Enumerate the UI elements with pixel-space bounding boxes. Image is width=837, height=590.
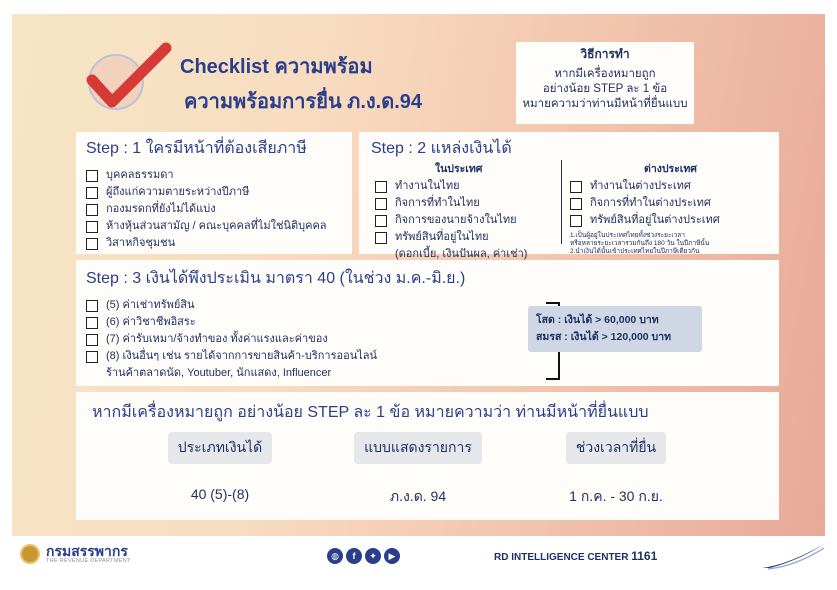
foreign-item — [570, 195, 771, 212]
center-name: RD INTELLIGENCE CENTER — [494, 552, 629, 563]
threshold-married: สมรส : เงินได้ > 120,000 บาท — [536, 331, 672, 343]
checkbox[interactable] — [86, 317, 98, 329]
step3-extra-label: ร้านค้าตลาดนัด, Youtuber, นักแสดง, Influencer — [106, 367, 332, 379]
checkbox[interactable] — [570, 181, 582, 193]
step1-item — [86, 218, 342, 235]
howto-line: อย่างน้อย STEP ละ 1 ข้อ — [542, 83, 668, 95]
checkbox[interactable] — [86, 204, 98, 216]
checkbox[interactable] — [375, 181, 387, 193]
summary-column — [140, 432, 300, 502]
step3-item-label: (8) เงินอื่นๆ เช่น รายได้จากการขายสินค้า-บริการออนไลน์ — [106, 350, 378, 362]
step1-heading: Step : 1 ใครมีหน้าที่ต้องเสียภาษี — [86, 140, 307, 157]
domestic-item — [375, 195, 535, 212]
checkbox[interactable] — [86, 187, 98, 199]
footer — [0, 536, 837, 590]
checkbox[interactable] — [86, 300, 98, 312]
howto-heading: วิธีการทำ — [580, 47, 630, 61]
summary-column — [338, 432, 498, 508]
summary-heading: หากมีเครื่องหมายถูก อย่างน้อย STEP ละ 1 ข้อ หมายความว่า ท่านมีหน้าที่ยื่นแบบ — [92, 404, 649, 421]
step3-heading: Step : 3 เงินได้พึงประเมิน มาตรา 40 (ในช่วง ม.ค.-มิ.ย.) — [86, 270, 466, 287]
summary-label: ช่วงเวลาที่ยื่น — [566, 432, 666, 464]
step1-item — [86, 201, 342, 218]
foreign-title: ต่างประเทศ — [644, 163, 697, 175]
domestic-item-label: กิจการของนายจ้างในไทย — [395, 214, 517, 226]
checkbox[interactable] — [375, 215, 387, 227]
step1-item-label: วิสาหกิจชุมชน — [106, 237, 176, 249]
foreign-item-label: ทรัพย์สินที่อยู่ในต่างประเทศ — [590, 214, 720, 226]
step1-item-label: บุคคลธรรมดา — [106, 169, 174, 181]
domestic-item — [375, 229, 535, 246]
domestic-title: ในประเทศ — [435, 163, 483, 175]
step1-item-label: ห้างหุ้นส่วนสามัญ / คณะบุคคลที่ไม่ใช่นิติบุคคล — [106, 220, 327, 232]
foreign-item-label: กิจการที่ทำในต่างประเทศ — [590, 197, 711, 209]
foreign-item-label: ทำงานในต่างประเทศ — [590, 180, 691, 192]
facebook-icon[interactable]: f — [346, 548, 362, 564]
dept-name: กรมสรรพากร — [46, 543, 128, 559]
step1-panel — [76, 132, 352, 254]
step1-item — [86, 167, 342, 184]
revenue-department-logo — [20, 544, 131, 564]
foreign-note — [570, 232, 771, 256]
dept-subtitle: THE REVENUE DEPARTMENT — [46, 558, 131, 564]
center-number: 1161 — [631, 549, 658, 563]
step3-item-label: (6) ค่าวิชาชีพอิสระ — [106, 316, 196, 328]
step2-heading: Step : 2 แหล่งเงินได้ — [371, 140, 512, 157]
checkbox[interactable] — [570, 198, 582, 210]
step3-item-label: (5) ค่าเช่าทรัพย์สิน — [106, 299, 195, 311]
foreign-note-line: 2.นำเงินได้นั้นเข้าประเทศไทยในปีภาษีเดียวกัน — [570, 248, 700, 255]
domestic-column — [375, 160, 535, 263]
summary-column — [536, 432, 696, 508]
youtube-icon[interactable]: ▶ — [384, 548, 400, 564]
checkbox[interactable] — [86, 170, 98, 182]
step1-item-label: ผู้ถึงแก่ความตายระหว่างปีภาษี — [106, 186, 250, 198]
checkbox[interactable] — [86, 351, 98, 363]
red-checkmark-icon — [80, 42, 172, 112]
social-links — [327, 548, 400, 564]
foreign-note-line: หรือหลายระยะเวลารวมกันถึง 180 วัน ในปีภาษีนั้น — [570, 240, 710, 247]
summary-label: แบบแสดงรายการ — [354, 432, 482, 464]
howto-line: หากมีเครื่องหมายถูก — [554, 68, 656, 80]
infographic-card — [12, 14, 825, 536]
foreign-column — [561, 160, 771, 255]
page-title: Checklist ความพร้อม — [180, 56, 373, 78]
checkbox[interactable] — [86, 238, 98, 250]
checkbox[interactable] — [86, 334, 98, 346]
summary-panel — [76, 392, 779, 520]
summary-value: ภ.ง.ด. 94 — [389, 488, 447, 504]
domestic-item-label: กิจการที่ทำในไทย — [395, 197, 480, 209]
summary-label: ประเภทเงินได้ — [168, 432, 273, 464]
checkbox[interactable] — [375, 198, 387, 210]
summary-value: 40 (5)-(8) — [190, 486, 250, 502]
step1-item-label: กองมรดกที่ยังไม่ได้แบ่ง — [106, 203, 216, 215]
page-subtitle: ความพร้อมการยื่น ภ.ง.ด.94 — [184, 91, 423, 113]
income-threshold-box — [528, 306, 702, 352]
decorative-swoosh — [760, 542, 826, 570]
howto-line: หมายความว่าท่านมีหน้าที่ยื่นแบบ — [522, 98, 688, 110]
summary-value: 1 ก.ค. - 30 ก.ย. — [569, 488, 663, 504]
domestic-item-label: ทรัพย์สินที่อยู่ในไทย — [395, 231, 489, 243]
step3-panel — [76, 260, 779, 386]
step3-item-label: (7) ค่ารับเหมา/จ้างทำของ ทั้งค่าแรงและค่าของ — [106, 333, 328, 345]
howto-box — [516, 42, 694, 124]
domestic-item — [375, 178, 535, 195]
checkbox[interactable] — [375, 232, 387, 244]
step1-item — [86, 235, 342, 252]
checkbox[interactable] — [570, 215, 582, 227]
foreign-note-line: 1.เป็นผู้อยู่ในประเทศไทยทั้งช่วงระยะเวลา — [570, 232, 685, 239]
twitter-icon[interactable]: ✦ — [365, 548, 381, 564]
seal-icon — [20, 544, 40, 564]
domestic-item — [375, 212, 535, 229]
step1-item — [86, 184, 342, 201]
web-icon[interactable]: ◍ — [327, 548, 343, 564]
domestic-item-label: ทำงานในไทย — [395, 180, 460, 192]
foreign-item — [570, 178, 771, 195]
foreign-item — [570, 212, 771, 229]
contact-center — [494, 549, 657, 563]
step3-extra — [86, 365, 769, 382]
domestic-extra-label: (ดอกเบี้ย, เงินปันผล, ค่าเช่า) — [395, 248, 528, 260]
checkbox[interactable] — [86, 221, 98, 233]
threshold-single: โสด : เงินได้ > 60,000 บาท — [536, 314, 659, 326]
step2-panel — [359, 132, 779, 260]
